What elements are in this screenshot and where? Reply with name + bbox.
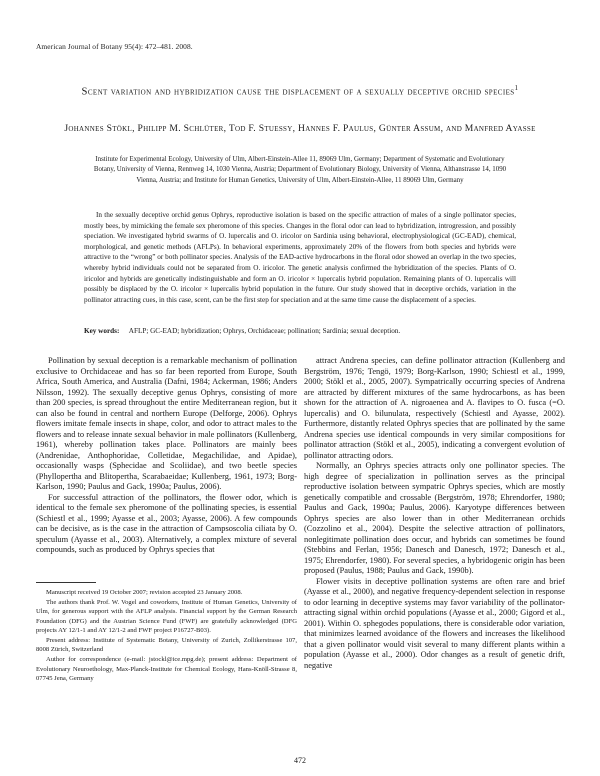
keywords [84, 326, 516, 336]
keywords-text: AFLP; GC-EAD; hybridization; Ophrys, Orchidaceae; pollination; Sardinia; sexual deception. [128, 327, 401, 335]
article-title [60, 80, 540, 101]
footnote: The authors thank Prof. W. Vogel and coworkers, Institute of Human Genetics, University of Ulm, for generous support with the AFLP analysis. Financial support by the German Research Foundation (DFG) and the Austrian Science Fund (FWF) are gratefully acknowledged (DFG projects AY 12/1-1 and AY 12/1-2 and FWF project P16727-B03). [36, 599, 297, 634]
keywords-label: Key words: [84, 327, 120, 335]
affiliations: Institute for Experimental Ecology, University of Ulm, Albert-Einstein-Allee 11, 89069 Ulm, Germany; Department of Systematic and Evolutionary Botany, University of Vienna, Rennweg 14, 1030 Vienna, Austria; Department of Evolutionary Biology, University of Vienna, Althanstrasse 14, 1090 Vienna, Austria; and Institute for Human Genetics, University of Ulm, Albert-Einstein-Allee, 11 89069 Ulm, Germany [93, 156, 507, 184]
footnotes [36, 588, 297, 684]
author-list: Johannes Stökl, Philipp M. Schlüter, Tod F. Stuessy, Hannes F. Paulus, Günter Assum, and Manfred Ayasse [64, 123, 536, 134]
footnote: Author for correspondence (e-mail: jstockl@ice.mpg.de); present address: Department of Evolutionary Neuroethology, Max-Planck-Institute for Chemical Ecology, Hans-Knöll-Strasse 8, 07745 Jena, Germany [36, 656, 297, 682]
article-title-text: Scent variation and hybridization cause the displacement of a sexually deceptive orchid species [81, 86, 515, 98]
footnote: Present address: Institute of Systematic Botany, University of Zurich, Zollikerstrasse 107, 8008 Zürich, Switzerland [36, 637, 297, 654]
paragraph: For successful attraction of the pollinators, the flower odor, which is identical to the female sex pheromone of the pollinating species, is essential (Schiestl et al., 1999; Ayasse et al., 2003; Ayasse, 2006). A few compounds can be decisive, as is the case in the attraction of Campsoscolia ciliata by O. speculum (Ayasse et al., 2003). Alternatively, a complex mixture of several compounds, such as produced by Ophrys species that [36, 492, 297, 554]
title-footnote-mark: 1 [514, 84, 519, 92]
body-column-right [304, 356, 565, 750]
abstract: In the sexually deceptive orchid genus Ophrys, reproductive isolation is based on the specific attraction of males of a single pollinator species, mostly bees, by mimicking the female sex pheromone of this species. Changes in the floral odor can lead to hybridization, introgression, and possibly speciation. We investigated hybrid swarms of O. lupercalis and O. iricolor on Sardinia using behavioral, electrophysiological (GC-EAD), chemical, morphological, and genetic methods (AFLPs). In behavioral experiments, approximately 20% of the flowers from both species and hybrids were attractive to the “wrong” or both pollinator species. Analysis of the EAD-active hydrocarbons in the floral odor showed an overlap in the two species, whereby hybrid individuals could not be separated from O. iricolor. The genetic analysis confirmed the hybridization of the species. Plants of O. iricolor and hybrids are genetically indistinguishable and form an O. iricolor × lupercalis hybrid population. Remaining plants of O. lupercalis will possibly be displaced by the O. iricolor × lupercalis hybrid population in the future. Our study showed that in deceptive orchids, variation in the pollinator attracting cues, in this case, scent, can be the first step for speciation and at the same time cause the displacement of a species. [84, 211, 516, 304]
paragraph: Flower visits in deceptive pollination systems are often rare and brief (Ayasse et al., 2000), and negative frequency-dependent selection in response to odor learning in deceptive systems may favor variability of the pollinator-attracting signal within orchid populations (Ayasse et al., 2000; Gigord et al., 2001). Within O. sphegodes populations, there is considerable odor variation, that minimizes learned avoidance of the flowers and increases the likelihood that a given pollinator would visit several to many different plants within a population (Ayasse et al., 2000). Odor changes as a result of genetic drift, negative [304, 576, 565, 670]
paragraph: Normally, an Ophrys species attracts only one pollinator species. The high degree of specialization in pollination serves as the principal reproductive isolation between sympatric Ophrys species, which are mostly genetically compatible and crossable (Bergström, 1978; Ehrendorfer, 1980; Paulus and Gack, 1990a; Paulus, 2006). Karyotype differences between Ophrys species are also lower than in other Mediterranean orchids (Cozzolino et al., 2004). Despite the selective attraction of pollinators, nonlegitimate pollination does occur, and hybrids can sometimes be found (Stebbins and Ferlan, 1956; Danesch and Danesch, 1972; Danesch et al., 1975; Ehrendorfer, 1980). For several species, a hybridogenic origin has been proposed (Paulus, 1988; Paulus and Gack, 1990b). [304, 461, 565, 575]
footnote-divider [36, 582, 96, 583]
journal-citation: American Journal of Botany 95(4): 472–481. 2008. [36, 42, 193, 51]
paragraph: attract Andrena species, can define pollinator attraction (Kullenberg and Bergström, 1976; Tengö, 1979; Borg-Karlson, 1990; Schiestl et al., 1999, 2000; Stökl et al., 2005, 2007). Sympatrically occurring species of Andrena are attracted by different mixtures of the same hydrocarbons, as has been shown for the attraction of A. nigroaenea and A. flavipes to O. fusca (=O. lupercalis) and O. bilunulata, respectively (Schiestl and Ayasse, 2002). Furthermore, distantly related Ophrys species that are pollinated by the same Andrena species use identical compounds in very similar compositions for pollinator attraction (Stökl et al., 2005), indicating a convergent evolution of pollinator attracting odors. [304, 356, 565, 460]
footnote: Manuscript received 19 October 2007; revision accepted 23 January 2008. [46, 589, 243, 596]
page-number: 472 [294, 756, 306, 765]
paragraph: Pollination by sexual deception is a remarkable mechanism of pollination exclusive to Orchidaceae and has so far been reported from Europe, South Africa, South America, and Australia (Dafni, 1984; Ackerman, 1986; Anders Nilsson, 1992). The sexually deceptive genus Ophrys, consisting of more than 200 species, is spread throughout the entire Mediterranean region, but it can also be found in central and northern Europe (Delforge, 2006). Ophrys flowers imitate female insects in shape, color, and odor to attract males to the flowers and to release innate sexual behavior in male pollinators (Kullenberg, 1961), whereby pollination takes place. Pollinators are mainly bees (Andrenidae, Anthophoridae, Colletidae, Megachilidae, and Apidae), occasionally wasps (Sphecidae and Scoliidae), and two beetle species (Phyllopertha and Blitopertha, Scarabaeidae; Kullenberg, 1961, 1973; Borg-Karlson, 1990; Paulus and Gack, 1990a; Paulus, 2006). [36, 356, 297, 491]
body-column-left [36, 356, 297, 578]
